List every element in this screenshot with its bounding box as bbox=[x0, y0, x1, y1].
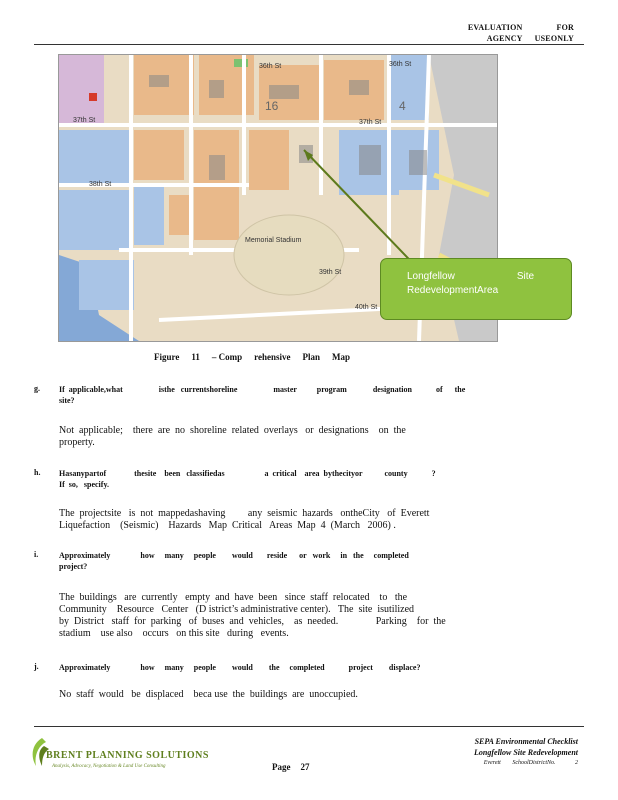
caption-comp: – Comp bbox=[211, 352, 243, 362]
callout-longfellow: Longfellow bbox=[407, 271, 455, 282]
bottom-divider bbox=[34, 726, 584, 727]
map-label-4: 4 bbox=[399, 99, 406, 113]
map-label-stadium: Memorial Stadium bbox=[245, 237, 302, 244]
question-letter: h. bbox=[34, 468, 41, 477]
top-divider bbox=[34, 44, 584, 45]
map-label-37th-right: 37th St bbox=[359, 119, 382, 126]
question-letter: g. bbox=[34, 384, 40, 393]
logo-tagline: Analysis, Advocacy, Negotiation & Land Use Consulting bbox=[52, 764, 166, 769]
map-label-38th: 38th St bbox=[89, 181, 112, 188]
question-letter: i. bbox=[34, 550, 39, 559]
callout-redevelopment: RedevelopmentArea bbox=[407, 285, 499, 296]
map-label-39th: 39th St bbox=[319, 269, 342, 276]
footer-district: SchoolDistrictNo. bbox=[512, 760, 556, 766]
brent-planning-logo bbox=[28, 736, 208, 776]
callout-site: Site bbox=[516, 271, 535, 282]
question-text: Approximately how many people would reside or work in the completed project? bbox=[59, 551, 409, 571]
answer-j: No staff would be displaced beca use the buildings are unoccupied. bbox=[59, 689, 358, 700]
header-note bbox=[468, 22, 574, 44]
footer-line-1: SEPA Environmental Checklist bbox=[474, 737, 578, 746]
caption-number: 11 bbox=[191, 352, 200, 362]
answer-g: Not applicable; there are no shoreline related overlays or designations on the property. bbox=[59, 425, 406, 448]
map-label-36th-mid: 36th St bbox=[259, 63, 282, 70]
map-label-40th: 40th St bbox=[355, 304, 378, 311]
question-letter: j. bbox=[34, 662, 39, 671]
caption-plan: Plan bbox=[302, 352, 320, 362]
question-text: Hasanypartof thesite been classifiedas a critical area bythecityor county ? If so, specify. bbox=[59, 469, 436, 489]
caption-rehensive: rehensive bbox=[254, 352, 291, 362]
header-use-only: USEONLY bbox=[534, 34, 574, 43]
answer-h: The projectsite is not mappedashaving any seismic hazards ontheCity of Everett Liquefaction (Seismic) Hazards Map Critical Areas Map 4 (March 2006) . bbox=[59, 508, 430, 531]
answer-i: The buildings are currently empty and have been since staff relocated to the Community Resource Center (D istrict’s administrative center). The site isutilized by District staff for parking of buses and vehicles, as needed. Parking for the stadium use also occurs on this site during events. bbox=[59, 592, 446, 639]
map-label-16: 16 bbox=[265, 99, 279, 113]
footer-district-number: 2 bbox=[575, 760, 578, 766]
footer-everett: Everett bbox=[483, 760, 501, 766]
header-evaluation: EVALUATION bbox=[467, 23, 523, 32]
footer-line-2: Longfellow Site Redevelopment bbox=[474, 748, 578, 757]
question-text: If applicable,what isthe currentshoreline master program designation of the site? bbox=[59, 385, 466, 405]
site-callout bbox=[380, 258, 572, 320]
caption-figure: Figure bbox=[154, 352, 180, 362]
logo-name: BRENT PLANNING SOLUTIONS bbox=[46, 750, 209, 761]
page-number bbox=[272, 762, 310, 772]
caption-map: Map bbox=[331, 352, 350, 362]
map-label-37th-left: 37th St bbox=[73, 117, 96, 124]
header-agency: AGENCY bbox=[486, 34, 523, 43]
page-label: Page bbox=[272, 762, 291, 772]
footer-document-info bbox=[474, 736, 578, 769]
figure-caption bbox=[154, 352, 362, 362]
question-text: Approximately how many people would the completed project displace? bbox=[59, 663, 421, 672]
header-for: FOR bbox=[556, 23, 574, 32]
map-label-36th-right: 36th St bbox=[389, 61, 412, 68]
page-value: 27 bbox=[300, 762, 310, 772]
